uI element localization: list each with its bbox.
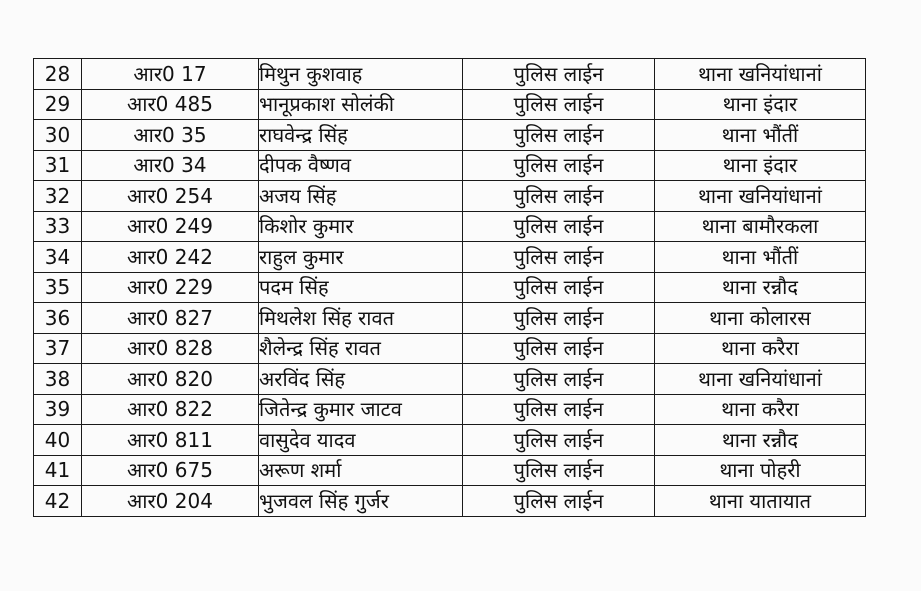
- table-row: [34, 211, 866, 242]
- table-row: [34, 242, 866, 273]
- transfer-table: [33, 58, 866, 517]
- table-row: [34, 120, 866, 151]
- posted-to-cell: थाना यातायात: [655, 486, 866, 517]
- posted-to-cell: थाना खनियांधानां: [655, 364, 866, 395]
- posted-to-cell: थाना करैरा: [655, 333, 866, 364]
- serial-number-cell: 35: [34, 272, 82, 303]
- posted-to-cell: थाना इंदार: [655, 150, 866, 181]
- posted-to-cell: थाना पोहरी: [655, 455, 866, 486]
- rank-number-cell: आर0 229: [82, 272, 259, 303]
- rank-number-cell: आर0 820: [82, 364, 259, 395]
- rank-number-cell: आर0 249: [82, 211, 259, 242]
- serial-number-cell: 38: [34, 364, 82, 395]
- rank-number-cell: आर0 17: [82, 59, 259, 90]
- serial-number-cell: 28: [34, 59, 82, 90]
- posted-to-cell: थाना करैरा: [655, 394, 866, 425]
- serial-number-cell: 39: [34, 394, 82, 425]
- employee-name-cell: अरविंद सिंह: [259, 364, 463, 395]
- posted-from-cell: पुलिस लाईन: [463, 394, 655, 425]
- posted-from-cell: पुलिस लाईन: [463, 89, 655, 120]
- rank-number-cell: आर0 828: [82, 333, 259, 364]
- serial-number-cell: 33: [34, 211, 82, 242]
- employee-name-cell: वासुदेव यादव: [259, 425, 463, 456]
- employee-name-cell: किशोर कुमार: [259, 211, 463, 242]
- rank-number-cell: आर0 822: [82, 394, 259, 425]
- posted-from-cell: पुलिस लाईन: [463, 425, 655, 456]
- posted-from-cell: पुलिस लाईन: [463, 59, 655, 90]
- posted-from-cell: पुलिस लाईन: [463, 303, 655, 334]
- posted-to-cell: थाना खनियांधानां: [655, 59, 866, 90]
- rank-number-cell: आर0 34: [82, 150, 259, 181]
- posted-to-cell: थाना कोलारस: [655, 303, 866, 334]
- posted-from-cell: पुलिस लाईन: [463, 486, 655, 517]
- table-row: [34, 364, 866, 395]
- posted-from-cell: पुलिस लाईन: [463, 364, 655, 395]
- table-row: [34, 394, 866, 425]
- serial-number-cell: 31: [34, 150, 82, 181]
- employee-name-cell: राहुल कुमार: [259, 242, 463, 273]
- posted-from-cell: पुलिस लाईन: [463, 272, 655, 303]
- posted-from-cell: पुलिस लाईन: [463, 242, 655, 273]
- employee-name-cell: अजय सिंह: [259, 181, 463, 212]
- table-row: [34, 272, 866, 303]
- employee-name-cell: अरूण शर्मा: [259, 455, 463, 486]
- posted-to-cell: थाना रन्नौद: [655, 425, 866, 456]
- posted-to-cell: थाना भौंतीं: [655, 120, 866, 151]
- posted-from-cell: पुलिस लाईन: [463, 333, 655, 364]
- posted-from-cell: पुलिस लाईन: [463, 455, 655, 486]
- employee-name-cell: मिथलेश सिंह रावत: [259, 303, 463, 334]
- transfer-table-body: [34, 59, 866, 517]
- posted-to-cell: थाना भौंतीं: [655, 242, 866, 273]
- table-row: [34, 59, 866, 90]
- table-row: [34, 89, 866, 120]
- table-row: [34, 333, 866, 364]
- table-row: [34, 181, 866, 212]
- serial-number-cell: 30: [34, 120, 82, 151]
- rank-number-cell: आर0 811: [82, 425, 259, 456]
- posted-to-cell: थाना रन्नौद: [655, 272, 866, 303]
- employee-name-cell: जितेन्द्र कुमार जाटव: [259, 394, 463, 425]
- employee-name-cell: दीपक वैष्णव: [259, 150, 463, 181]
- serial-number-cell: 36: [34, 303, 82, 334]
- serial-number-cell: 42: [34, 486, 82, 517]
- employee-name-cell: भुजवल सिंह गुर्जर: [259, 486, 463, 517]
- employee-name-cell: पदम सिंह: [259, 272, 463, 303]
- rank-number-cell: आर0 35: [82, 120, 259, 151]
- posted-from-cell: पुलिस लाईन: [463, 211, 655, 242]
- serial-number-cell: 41: [34, 455, 82, 486]
- employee-name-cell: भानूप्रकाश सोलंकी: [259, 89, 463, 120]
- serial-number-cell: 40: [34, 425, 82, 456]
- table-row: [34, 303, 866, 334]
- serial-number-cell: 37: [34, 333, 82, 364]
- serial-number-cell: 34: [34, 242, 82, 273]
- rank-number-cell: आर0 827: [82, 303, 259, 334]
- rank-number-cell: आर0 675: [82, 455, 259, 486]
- employee-name-cell: मिथुन कुशवाह: [259, 59, 463, 90]
- table-row: [34, 425, 866, 456]
- rank-number-cell: आर0 204: [82, 486, 259, 517]
- serial-number-cell: 29: [34, 89, 82, 120]
- employee-name-cell: शैलेन्द्र सिंह रावत: [259, 333, 463, 364]
- posted-from-cell: पुलिस लाईन: [463, 150, 655, 181]
- posted-to-cell: थाना खनियांधानां: [655, 181, 866, 212]
- employee-name-cell: राघवेन्द्र सिंह: [259, 120, 463, 151]
- rank-number-cell: आर0 242: [82, 242, 259, 273]
- serial-number-cell: 32: [34, 181, 82, 212]
- posted-from-cell: पुलिस लाईन: [463, 120, 655, 151]
- rank-number-cell: आर0 485: [82, 89, 259, 120]
- posted-from-cell: पुलिस लाईन: [463, 181, 655, 212]
- table-row: [34, 455, 866, 486]
- posted-to-cell: थाना इंदार: [655, 89, 866, 120]
- rank-number-cell: आर0 254: [82, 181, 259, 212]
- posted-to-cell: थाना बामौरकला: [655, 211, 866, 242]
- table-row: [34, 486, 866, 517]
- table-row: [34, 150, 866, 181]
